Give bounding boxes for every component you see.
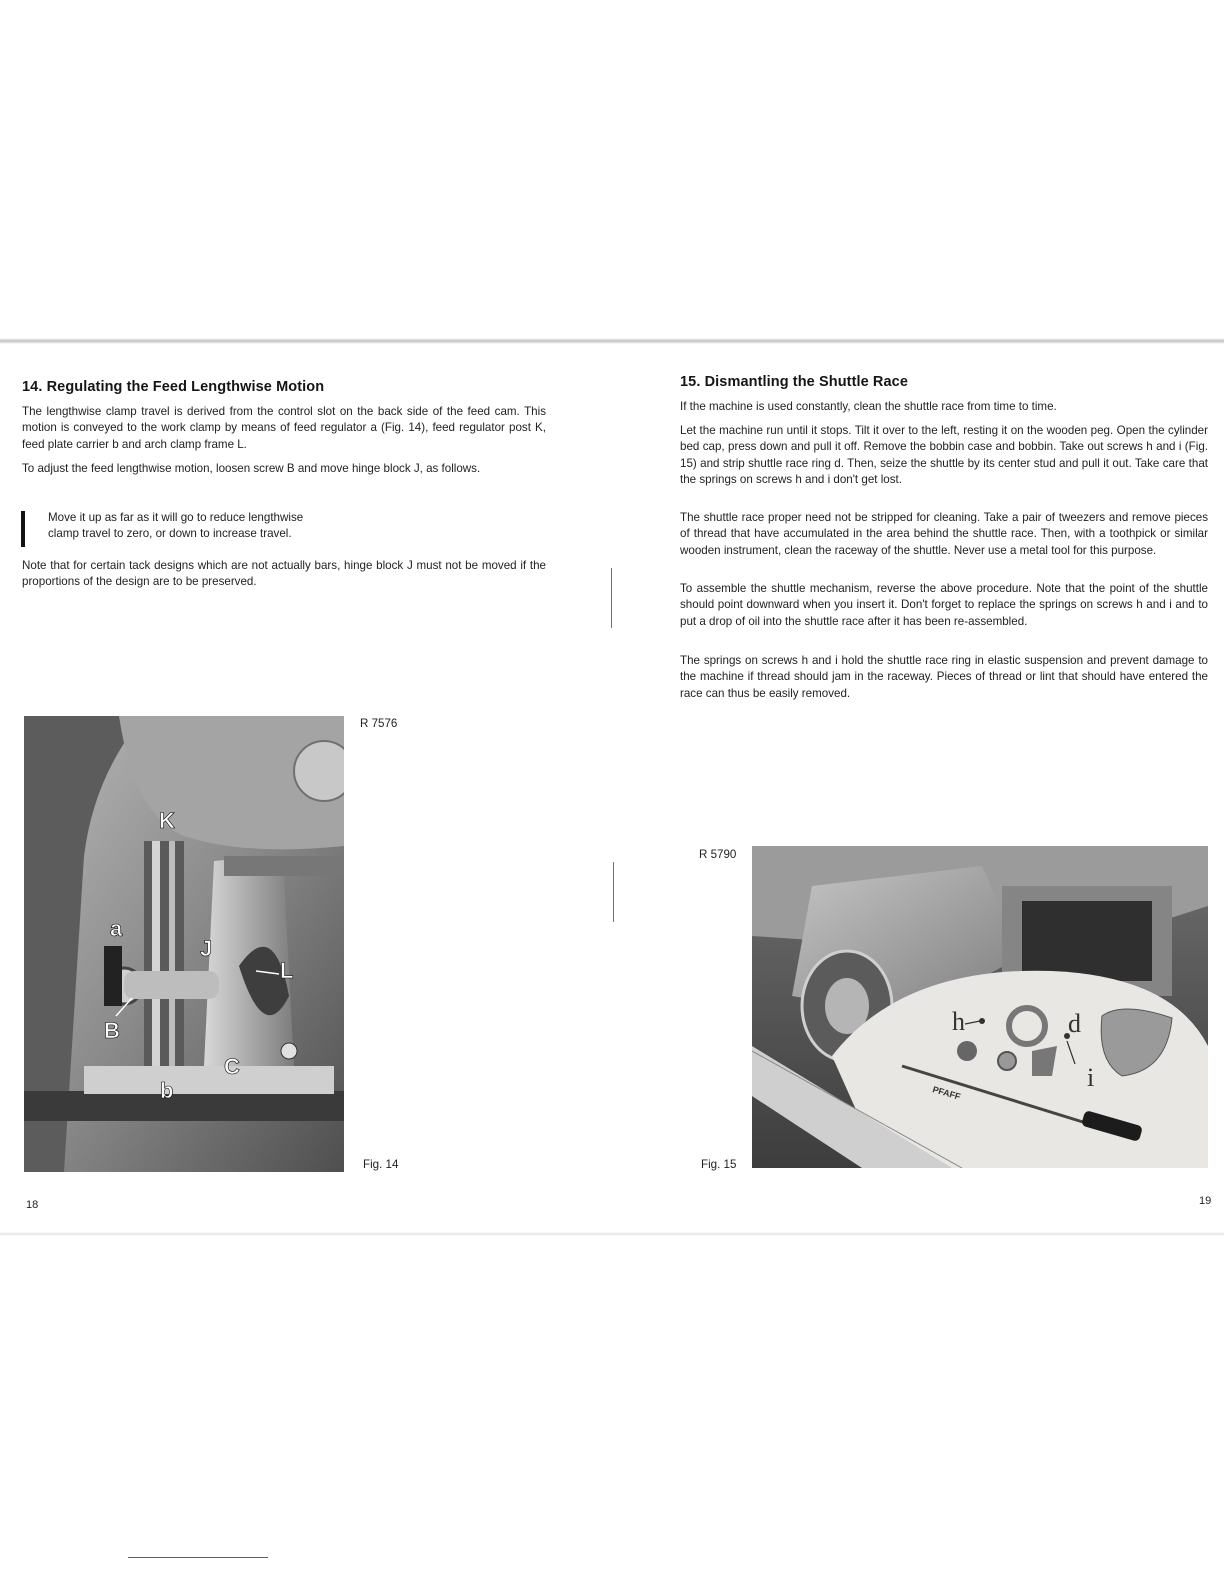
figure-14-caption: Fig. 14 (363, 1158, 399, 1171)
figure-14-photo (24, 716, 344, 1172)
right-page (612, 0, 1224, 1584)
figure-15-caption: Fig. 15 (701, 1158, 737, 1171)
page-number-18: 18 (26, 1199, 39, 1211)
left-paragraph-2: To adjust the feed lengthwise motion, loosen screw B and move hinge block J, as follows. (22, 462, 481, 475)
note-line-1: Move it up as far as it will go to reduce lengthwise (48, 511, 304, 524)
label-J: J (200, 936, 213, 961)
label-K: K (159, 808, 175, 833)
right-paragraph-2: Let the machine run until it stops. Tilt it over to the left, resting it on the wooden peg. Open the cylinder bed cap, press down and pull it off. Remove the bobbin case and bobbin. Take out screws h and i (Fig. 15) and strip shuttle race ring d. Then, seize the shuttle by its center stud and pull it out. Take care that the springs on screws h and i don't get lost. (680, 424, 1208, 487)
note-line-2: clamp travel to zero, or down to increase travel. (48, 527, 292, 540)
label-h: h (952, 1007, 965, 1036)
left-paragraph-1: The lengthwise clamp travel is derived from the control slot on the back side of the feed cam. This motion is conveyed to the work clamp by means of feed regulator a (Fig. 14), feed regulator post K, feed plate carrier b and arch clamp frame L. (22, 405, 546, 451)
figure-15-ref: R 5790 (699, 848, 737, 861)
label-i: i (1087, 1063, 1095, 1092)
label-L: L (280, 958, 294, 983)
label-a: a (110, 916, 123, 941)
label-C: C (224, 1054, 240, 1079)
section-title-15: 15. Dismantling the Shuttle Race (680, 374, 908, 390)
page-number-19: 19 (1199, 1195, 1212, 1207)
section-title-14: 14. Regulating the Feed Lengthwise Motion (22, 379, 325, 395)
pfaff-ruler-brand: PFAFF (931, 1084, 962, 1102)
right-paragraph-5: The springs on screws h and i hold the shuttle race ring in elastic suspension and prevent damage to the machine if thread should jam in the raceway. Pieces of thread or lint that should have entered the race can thus be easily removed. (680, 654, 1208, 700)
label-B: B (104, 1018, 120, 1043)
label-d: d (1068, 1009, 1081, 1038)
right-paragraph-1: If the machine is used constantly, clean the shuttle race from time to time. (680, 400, 1057, 413)
label-b: b (160, 1078, 174, 1103)
note-marker-bar (21, 511, 25, 547)
left-paragraph-3: Note that for certain tack designs which are not actually bars, hinge block J must not be moved if the proportions of the design are to be preserved. (22, 559, 546, 589)
link-underline (128, 1557, 268, 1558)
figure-14-ref: R 7576 (360, 717, 398, 730)
figure-15-illustration (752, 846, 1208, 1168)
figure-14-illustration (24, 716, 344, 1172)
figure-15-photo (752, 846, 1208, 1168)
right-paragraph-4: To assemble the shuttle mechanism, reverse the above procedure. Note that the point of the shuttle should point downward when you insert it. Don't forget to replace the springs on screws h and i and to put a drop of oil into the shuttle race after it has been re-assembled. (680, 582, 1208, 628)
right-paragraph-3: The shuttle race proper need not be stripped for cleaning. Take a pair of tweezers and remove pieces of thread that have accumulated in the area behind the shuttle race. Then, with a toothpick or similar wooden instrument, clean the raceway of the shuttle. Never use a metal tool for this purpose. (680, 511, 1208, 557)
